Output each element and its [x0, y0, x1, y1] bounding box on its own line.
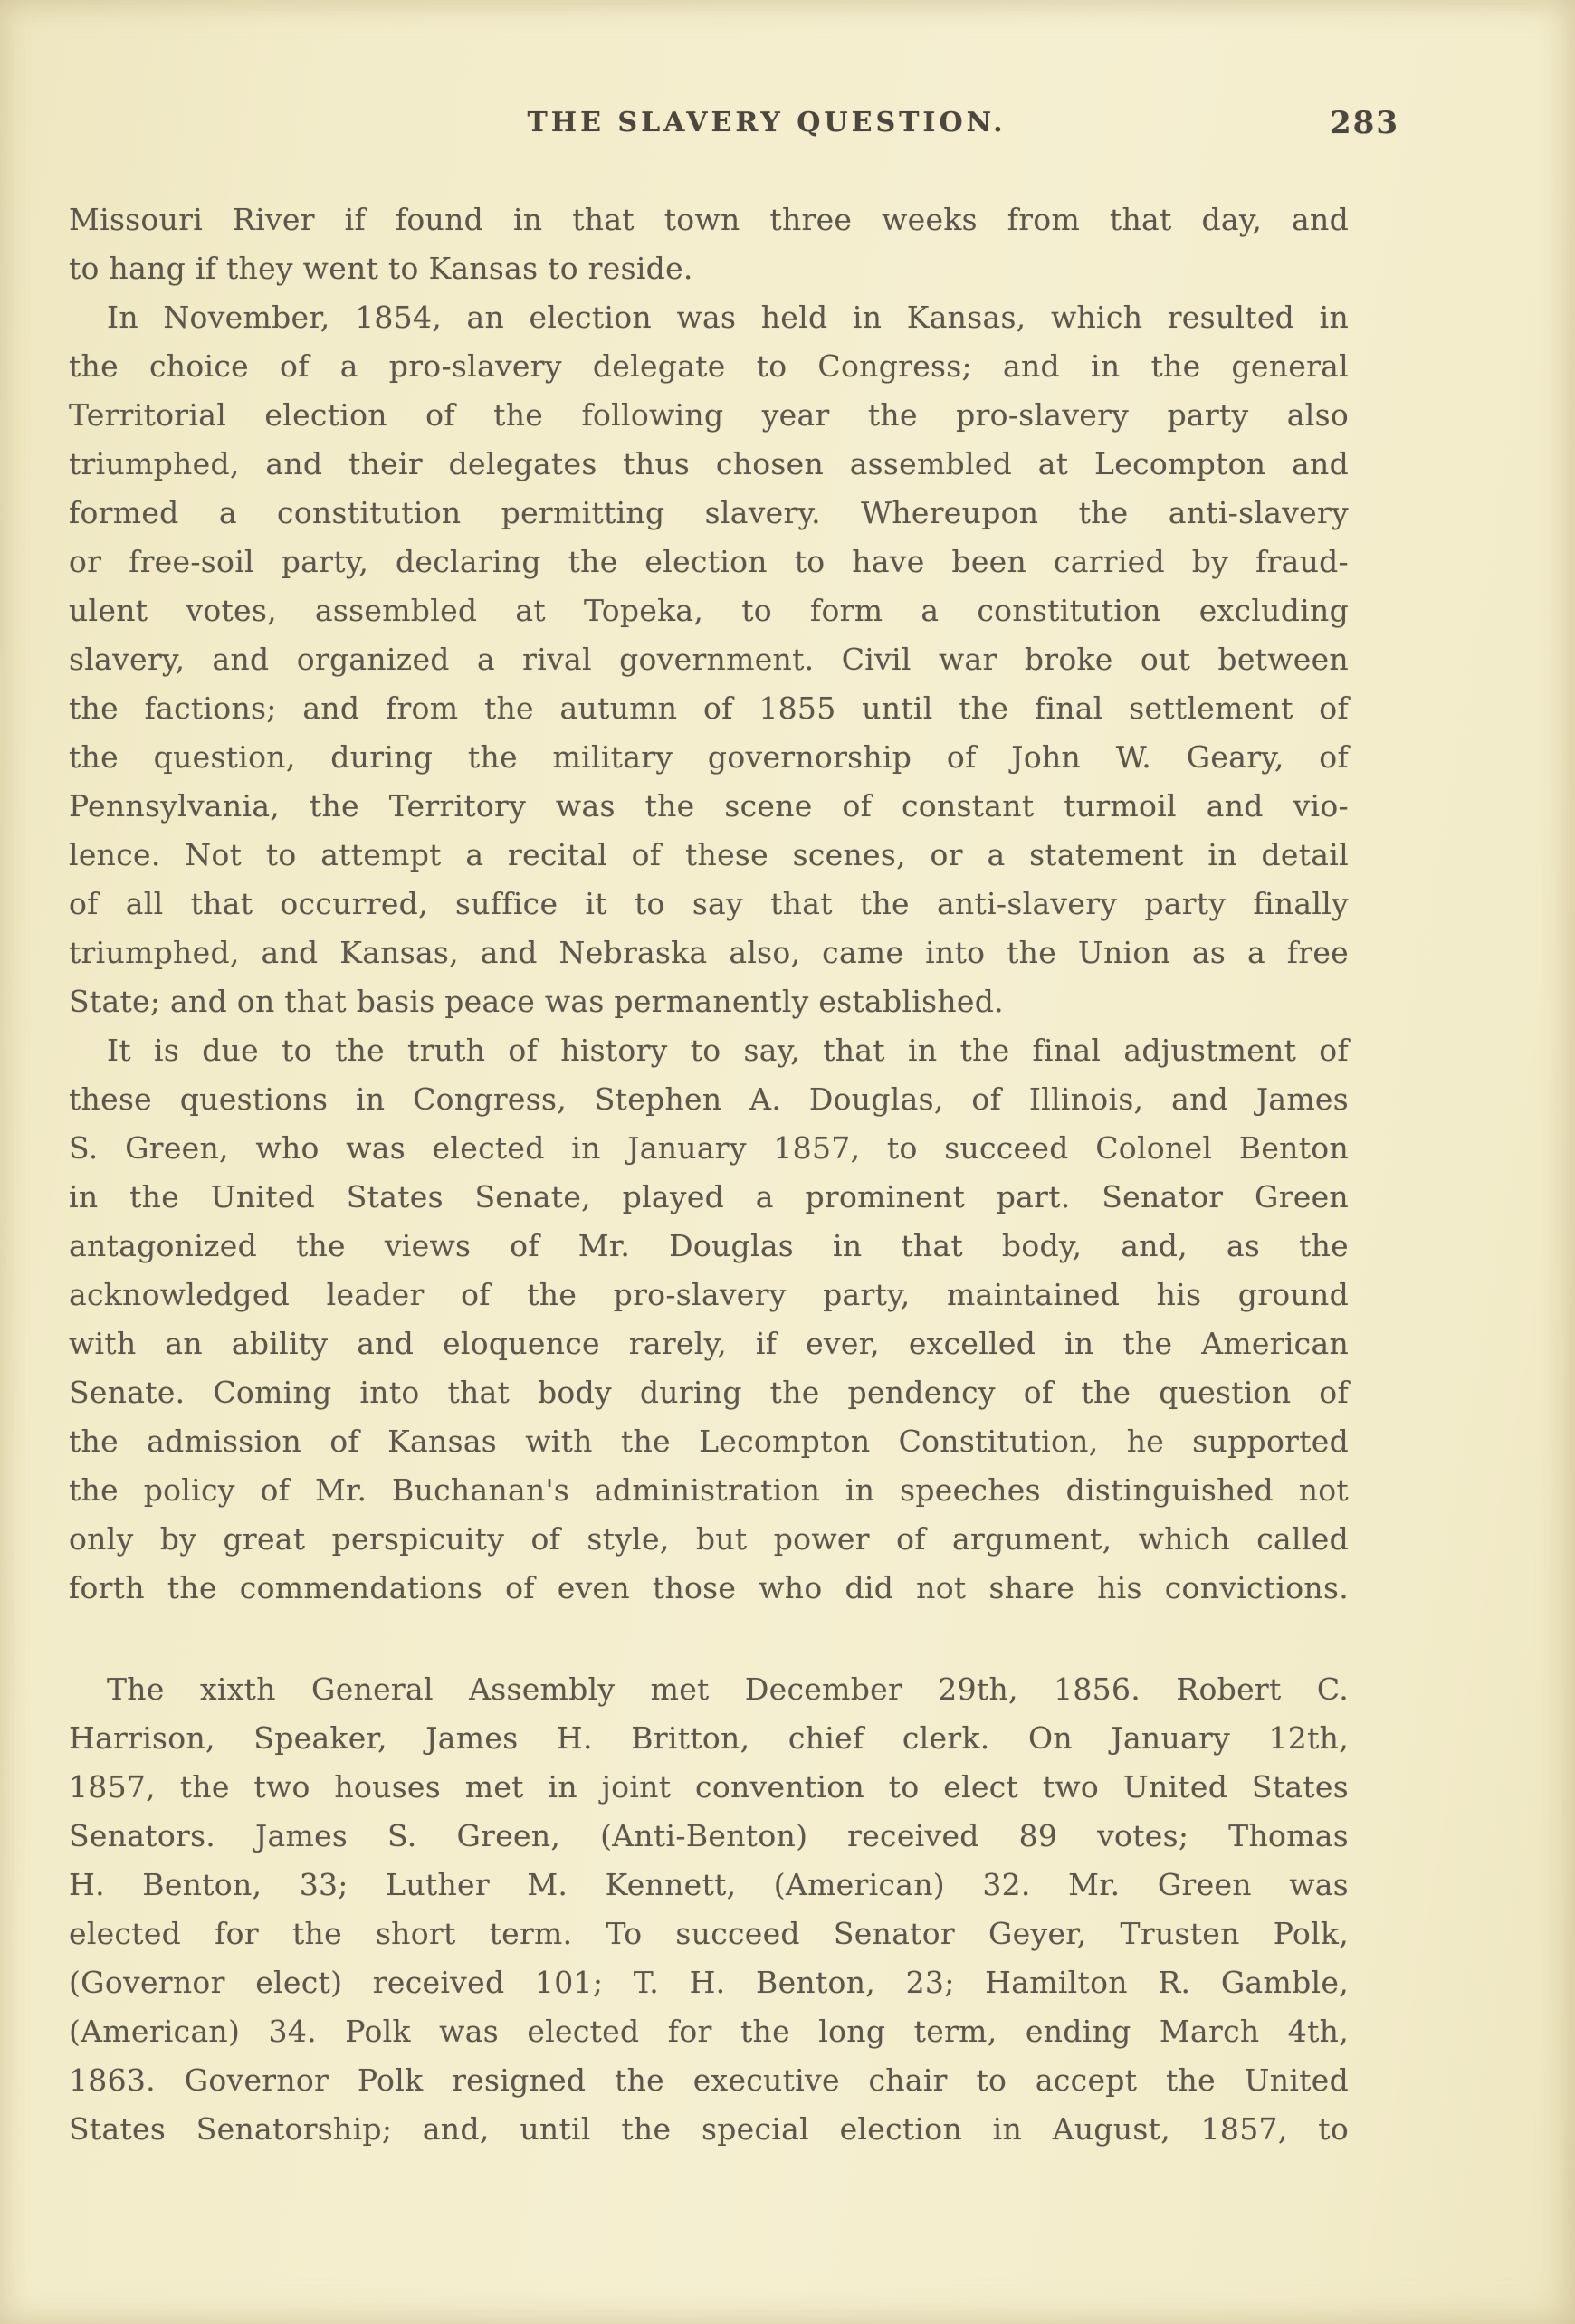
body-text — [69, 195, 1349, 2154]
text-line: these questions in Congress, Stephen A. Douglas, of Illinois, and James — [69, 1081, 1349, 1117]
text-line: lence. Not to attempt a recital of these scenes, or a statement in detail — [69, 837, 1349, 872]
page-number: 283 — [1330, 105, 1399, 141]
text-line: (Governor elect) received 101; T. H. Benton, 23; Hamilton R. Gamble, — [69, 1965, 1349, 2000]
paragraph — [69, 1665, 1349, 2154]
text-line: only by great perspicuity of style, but power of argument, which called — [69, 1521, 1349, 1557]
text-line: S. Green, who was elected in January 1857, to succeed Colonel Benton — [69, 1130, 1349, 1166]
paragraph — [69, 1026, 1349, 1613]
text-line: forth the commendations of even those who did not share his convictions. — [69, 1570, 1349, 1605]
text-line: Senate. Coming into that body during the pendency of the question of — [69, 1375, 1349, 1410]
paragraph — [69, 293, 1349, 1026]
text-line: the policy of Mr. Buchanan's administration in speeches distinguished not — [69, 1472, 1349, 1508]
text-line: ulent votes, assembled at Topeka, to form a constitution excluding — [69, 593, 1349, 628]
text-line: Pennsylvania, the Territory was the scene of constant turmoil and vio- — [69, 788, 1349, 824]
text-line: In November, 1854, an election was held in Kansas, which resulted in — [107, 300, 1349, 335]
page-header — [69, 107, 1399, 152]
text-line: The xixth General Assembly met December 29th, 1856. Robert C. — [107, 1672, 1349, 1707]
text-line: of all that occurred, suffice it to say that the anti-slavery party finally — [69, 886, 1349, 921]
text-line: Senators. James S. Green, (Anti-Benton) received 89 votes; Thomas — [69, 1818, 1349, 1853]
paragraph — [69, 195, 1349, 293]
text-line: Territorial election of the following year the pro-slavery party also — [69, 397, 1349, 433]
text-line: to hang if they went to Kansas to reside. — [69, 251, 693, 286]
text-line: State; and on that basis peace was permanently established. — [69, 984, 1004, 1019]
text-line: It is due to the truth of history to say, that in the final adjustment of — [107, 1033, 1349, 1068]
text-line: acknowledged leader of the pro-slavery party, maintained his ground — [69, 1277, 1349, 1312]
text-line: Harrison, Speaker, James H. Britton, chief clerk. On January 12th, — [69, 1720, 1349, 1756]
text-line: 1863. Governor Polk resigned the executive chair to accept the United — [69, 2062, 1349, 2098]
text-line: triumphed, and Kansas, and Nebraska also, came into the Union as a free — [69, 935, 1349, 970]
text-line: or free-soil party, declaring the election to have been carried by fraud- — [69, 544, 1349, 579]
text-line: Missouri River if found in that town three weeks from that day, and — [69, 202, 1349, 237]
text-line: in the United States Senate, played a prominent part. Senator Green — [69, 1179, 1349, 1214]
text-line: triumphed, and their delegates thus chosen assembled at Lecompton and — [69, 446, 1349, 481]
text-line: States Senatorship; and, until the special election in August, 1857, to — [69, 2111, 1349, 2147]
text-line: the choice of a pro-slavery delegate to Congress; and in the general — [69, 348, 1349, 384]
running-title: THE SLAVERY QUESTION. — [527, 107, 1007, 138]
text-line: with an ability and eloquence rarely, if ever, excelled in the American — [69, 1326, 1349, 1361]
text-line: elected for the short term. To succeed Senator Geyer, Trusten Polk, — [69, 1916, 1349, 1951]
text-line: 1857, the two houses met in joint convention to elect two United States — [69, 1769, 1349, 1805]
text-line: the question, during the military governorship of John W. Geary, of — [69, 739, 1349, 775]
text-line: (American) 34. Polk was elected for the long term, ending March 4th, — [69, 2014, 1349, 2049]
text-line: the admission of Kansas with the Lecompton Constitution, he supported — [69, 1424, 1349, 1459]
text-line: slavery, and organized a rival government. Civil war broke out between — [69, 642, 1349, 677]
text-line: the factions; and from the autumn of 1855 until the final settlement of — [69, 691, 1349, 726]
text-line: H. Benton, 33; Luther M. Kennett, (American) 32. Mr. Green was — [69, 1867, 1349, 1902]
text-line: formed a constitution permitting slavery. Whereupon the anti-slavery — [69, 495, 1349, 530]
text-line: antagonized the views of Mr. Douglas in that body, and, as the — [69, 1228, 1349, 1263]
